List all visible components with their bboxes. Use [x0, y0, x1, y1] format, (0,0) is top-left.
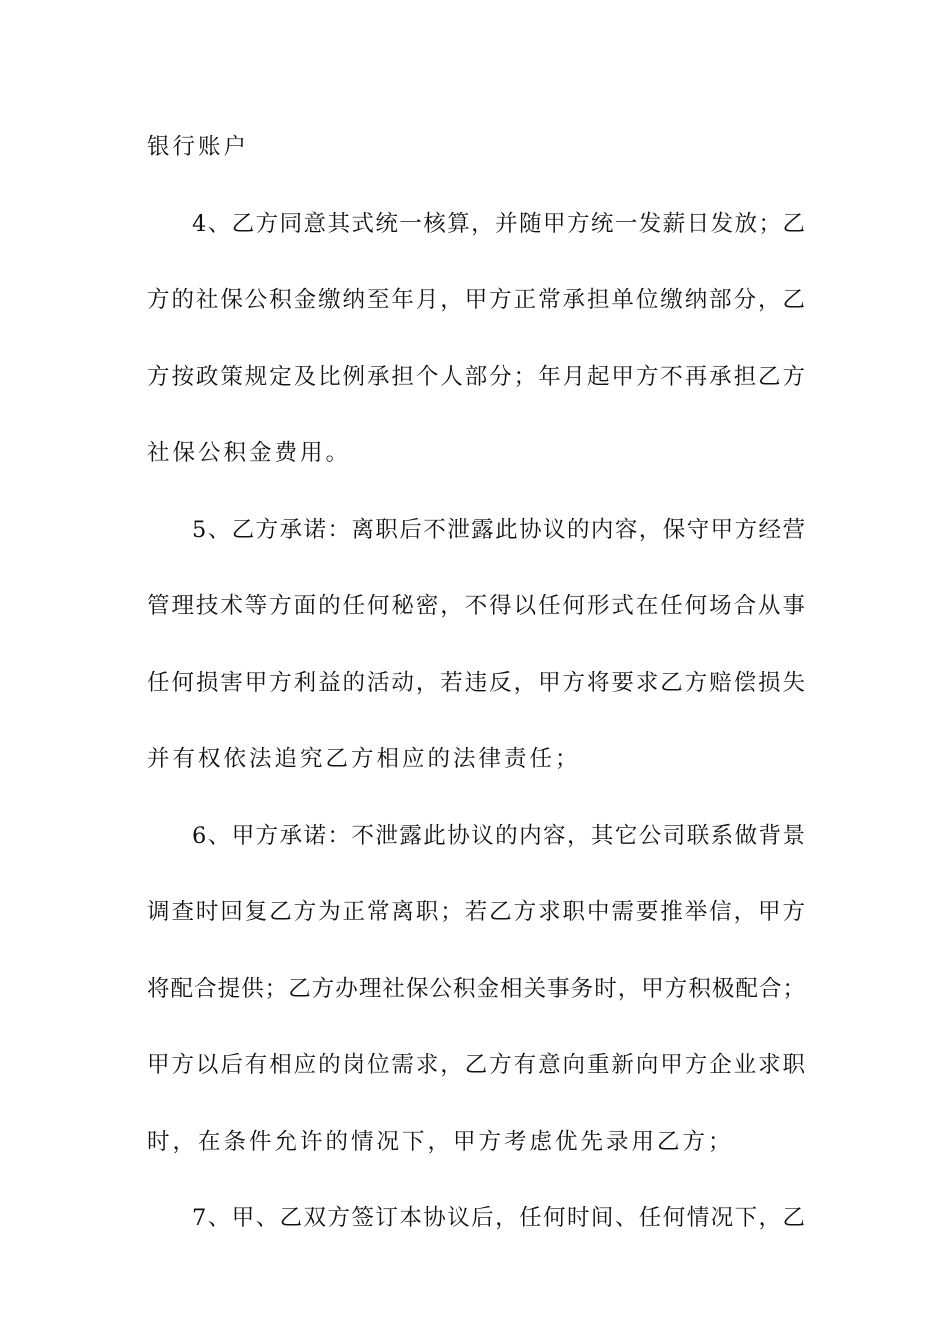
text-line: 并有权依法追究乙方相应的法律责任；: [147, 746, 581, 772]
text-line: 4、乙方同意其式统一核算，并随甲方统一发薪日发放；乙: [192, 210, 805, 237]
text-line: 时，在条件允许的情况下，甲方考虑优先录用乙方；: [147, 1128, 734, 1155]
document-body: [147, 129, 805, 1277]
text-line: 调查时回复乙方为正常离职；若乙方求职中需要推举信，甲方: [147, 899, 805, 925]
text-line: 7、甲、乙双方签订本协议后，任何时间、任何情况下，乙: [192, 1205, 805, 1231]
text-line: 将配合提供；乙方办理社保公积金相关事务时，甲方积极配合；: [147, 975, 805, 1002]
text-line: 管理技术等方面的任何秘密，不得以任何形式在任何场合从事: [147, 593, 805, 619]
text-line: 6、甲方承诺：不泄露此协议的内容，其它公司联系做背景: [192, 822, 805, 849]
text-line: 方的社保公积金缴纳至年月，甲方正常承担单位缴纳部分，乙: [147, 287, 805, 313]
text-line: 银行账户: [147, 134, 250, 160]
text-line: 方按政策规定及比例承担个人部分；年月起甲方不再承担乙方: [147, 363, 805, 390]
text-line: 社保公积金费用。: [147, 440, 352, 466]
text-line: 甲方以后有相应的岗位需求，乙方有意向重新向甲方企业求职: [147, 1052, 805, 1078]
text-line: 5、乙方承诺：离职后不泄露此协议的内容，保守甲方经营: [192, 516, 805, 543]
text-line: 任何损害甲方利益的活动，若违反，甲方将要求乙方赔偿损失: [147, 669, 805, 696]
